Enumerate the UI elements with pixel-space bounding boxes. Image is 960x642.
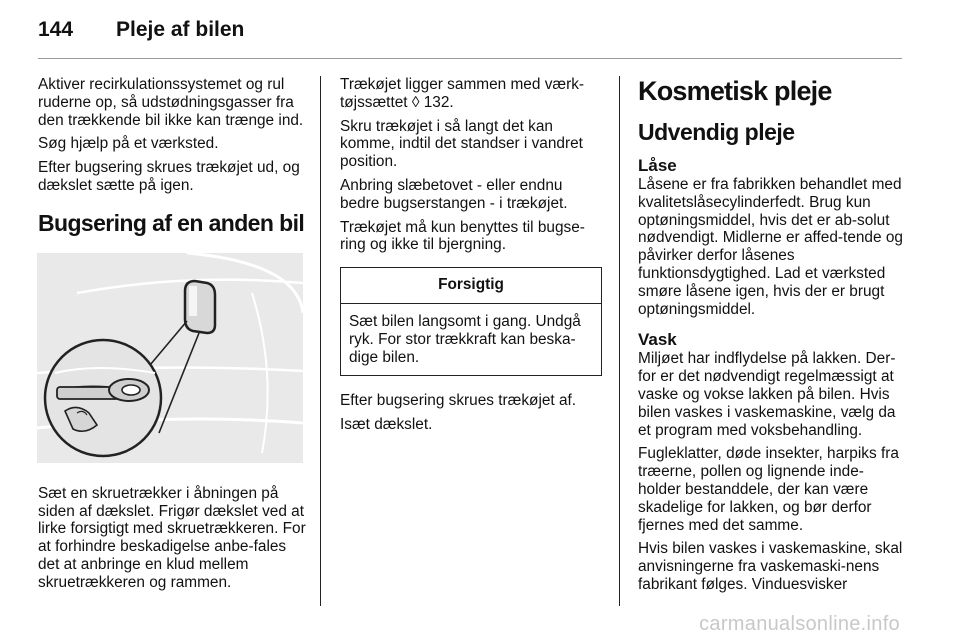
paragraph: Isæt dækslet. bbox=[340, 416, 433, 434]
column-divider-1 bbox=[320, 76, 321, 606]
paragraph: Anbring slæbetovet - eller endnu bedre bugserstangen - i trækøjet. bbox=[340, 176, 568, 212]
paragraph: Miljøet har indflydelse på lakken. Der-for er det nødvendigt regelmæssigt at vaske og vokse lakken på bilen. Hvis bilen vaskes i vaskemaskine, vælg da et program med voksbehandling. bbox=[638, 350, 896, 439]
page-number: 144 bbox=[38, 18, 74, 41]
paragraph: Låsene er fra fabrikken behandlet med kvalitetslåsecylinderfedt. Brug kun optøningsmiddel, hvis det er ab-solut nødvendigt. Midlerne er affed-tende og påvirker derfor låsenes funktionsdygtighed. Lad et værksted smøre låsene igen, hvis der er brugt optøningsmiddel. bbox=[638, 176, 903, 318]
watermark: carmanualsonline.info bbox=[699, 613, 900, 635]
tow-eye-figure-svg bbox=[37, 253, 303, 463]
chapter-heading: Kosmetisk pleje bbox=[638, 76, 832, 106]
tow-eye-illustration bbox=[37, 253, 303, 463]
chapter-title: Pleje af bilen bbox=[116, 18, 245, 41]
paragraph: Efter bugsering skrues trækøjet ud, og dækslet sætte på igen. bbox=[38, 159, 300, 194]
column-3 bbox=[638, 76, 906, 600]
column-2 bbox=[340, 76, 604, 440]
header-divider bbox=[38, 58, 902, 59]
section-heading: Udvendig pleje bbox=[638, 119, 795, 145]
column-divider-2 bbox=[619, 76, 620, 606]
paragraph: Aktiver recirkulationssystemet og rul ruderne op, så udstødningsgasser fra den trækkende bil ikke kan trænge ind. bbox=[38, 76, 304, 129]
paragraph: Trækøjet må kun benyttes til bugse-ring og ikke til bjergning. bbox=[340, 218, 585, 254]
paragraph: Fugleklatter, døde insekter, harpiks fra træerne, pollen og lignende inde-holder bestanddele, der kan være skadelige for lakken, og bør derfor fjernes med det samme. bbox=[638, 445, 899, 534]
caution-text: Sæt bilen langsomt i gang. Undgå ryk. For stor trækkraft kan beska-dige bilen. bbox=[349, 312, 581, 366]
subsection-heading: Vask bbox=[638, 330, 677, 350]
caution-title: Forsigtig bbox=[341, 268, 601, 304]
paragraph: Trækøjet ligger sammen med værk-tøjssættet ◊ 132. bbox=[340, 76, 585, 111]
paragraph: Hvis bilen vaskes i vaskemaskine, skal anvisningerne fra vaskemaski-nens fabrikant følges. Vinduesvisker bbox=[638, 540, 903, 593]
paragraph: Efter bugsering skrues trækøjet af. bbox=[340, 392, 577, 410]
page-header bbox=[38, 18, 244, 48]
subsection-heading: Låse bbox=[638, 156, 677, 175]
section-heading: Bugsering af en anden bil bbox=[38, 209, 305, 236]
paragraph: Sæt en skruetrækker i åbningen på siden af dækslet. Frigør dækslet ved at lirke forsigtigt med skruetrækkeren. For at forhindre beskadigelse anbe-fales det at anbringe en klud mellem skruetrækkeren og rammen. bbox=[38, 484, 306, 591]
caution-box bbox=[340, 267, 602, 376]
paragraph: Skru trækøjet i så langt det kan komme, indtil det standser i vandret position. bbox=[340, 117, 583, 171]
column-1 bbox=[38, 76, 306, 598]
paragraph: Søg hjælp på et værksted. bbox=[38, 135, 219, 153]
